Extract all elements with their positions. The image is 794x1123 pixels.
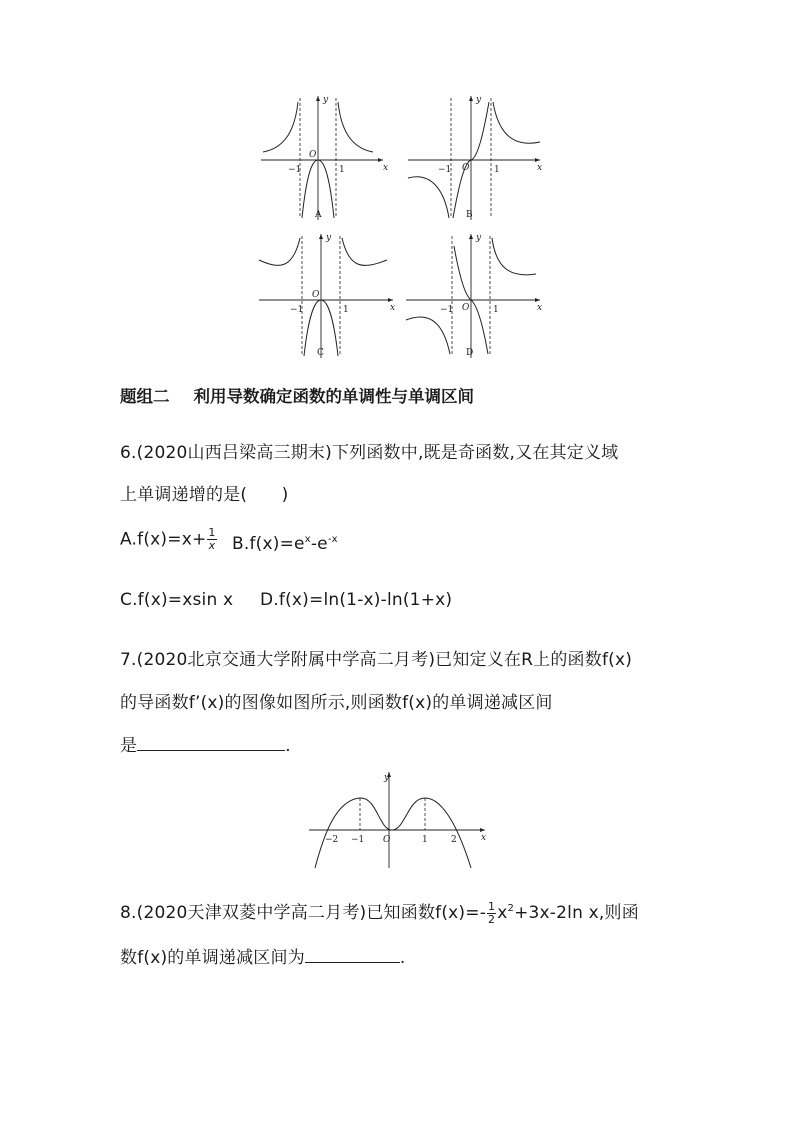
- section-heading: [120, 383, 474, 407]
- x-axis-label: x: [481, 833, 487, 843]
- tick-label: −2: [325, 835, 339, 845]
- section-group-label: 题组二: [120, 387, 170, 406]
- q6-option-c: C.f(x)=xsin x: [120, 590, 234, 610]
- derivative-graph: [305, 768, 490, 873]
- q8-stem-line2: 数f(x)的单调递减区间为 .: [120, 943, 406, 968]
- x-axis-label: x: [390, 303, 396, 313]
- tick-label: −1: [351, 835, 365, 845]
- x-axis-label: x: [537, 303, 543, 313]
- q6-option-b: $B.f(x)=e^x-e^{-x}$: [232, 534, 338, 554]
- tick-neg-one: −1: [290, 305, 304, 315]
- tick-neg-one: −1: [438, 165, 452, 175]
- tick-pos-one: 1: [339, 165, 345, 175]
- y-axis-label: y: [476, 233, 482, 243]
- q6-option-d: D.f(x)=ln(1-x)-ln(1+x): [260, 590, 453, 610]
- tick-pos-one: 1: [343, 305, 349, 315]
- y-axis-label: y: [384, 773, 390, 783]
- tick-label: 1: [422, 835, 428, 845]
- fraction: $\frac{1}{x}$: [208, 526, 216, 552]
- q6-stem-line2: 上单调递增的是( ): [120, 485, 289, 505]
- option-graph-d: [402, 228, 547, 363]
- q6-option-a: A.f(x)=x+ $\frac{1}{x}$: [120, 526, 216, 552]
- graph-option-label: C: [317, 348, 324, 358]
- tick-neg-one: −1: [440, 305, 454, 315]
- section-title: 利用导数确定函数的单调性与单调区间: [193, 387, 474, 406]
- graph-option-label: D: [466, 348, 474, 358]
- option-graph-b: [402, 90, 547, 225]
- tick-label: 2: [451, 835, 457, 845]
- tick-pos-one: 1: [494, 165, 500, 175]
- y-axis-label: y: [323, 95, 329, 105]
- origin-label: O: [312, 290, 320, 300]
- origin-label: O: [309, 150, 317, 160]
- option-graph-a: [255, 90, 395, 225]
- q7-stem-line2: 的导函数f’(x)的图像如图所示,则函数f(x)的单调递减区间: [120, 693, 553, 713]
- origin-label: O: [383, 835, 391, 845]
- q6-stem-line1: 6.(2020山西吕梁高三期末)下列函数中,既是奇函数,又在其定义域: [120, 443, 619, 463]
- x-axis-label: x: [383, 163, 389, 173]
- graph-option-label: B: [466, 210, 473, 220]
- q7-stem-line1: 7.(2020北京交通大学附属中学高二月考)已知定义在R上的函数f(x): [120, 650, 633, 670]
- q7-stem-line3: 是 .: [120, 731, 291, 756]
- answer-blank[interactable]: [305, 945, 400, 963]
- y-axis-label: y: [476, 95, 482, 105]
- y-axis-label: y: [326, 233, 332, 243]
- origin-label: O: [462, 163, 470, 173]
- option-graph-c: [255, 228, 400, 363]
- graph-option-label: A: [315, 210, 322, 220]
- x-axis-label: x: [537, 163, 543, 173]
- tick-neg-one: −1: [288, 165, 302, 175]
- fraction: $\frac{1}{2}$: [488, 899, 496, 926]
- q8-stem-line1: 8.(2020天津双菱中学高二月考)已知函数f(x)=- $\frac{1}{2}$ $x^2+3x-2\ln$ x,则函: [120, 899, 639, 926]
- answer-blank[interactable]: [137, 733, 285, 751]
- origin-label: O: [462, 303, 470, 313]
- tick-pos-one: 1: [493, 305, 499, 315]
